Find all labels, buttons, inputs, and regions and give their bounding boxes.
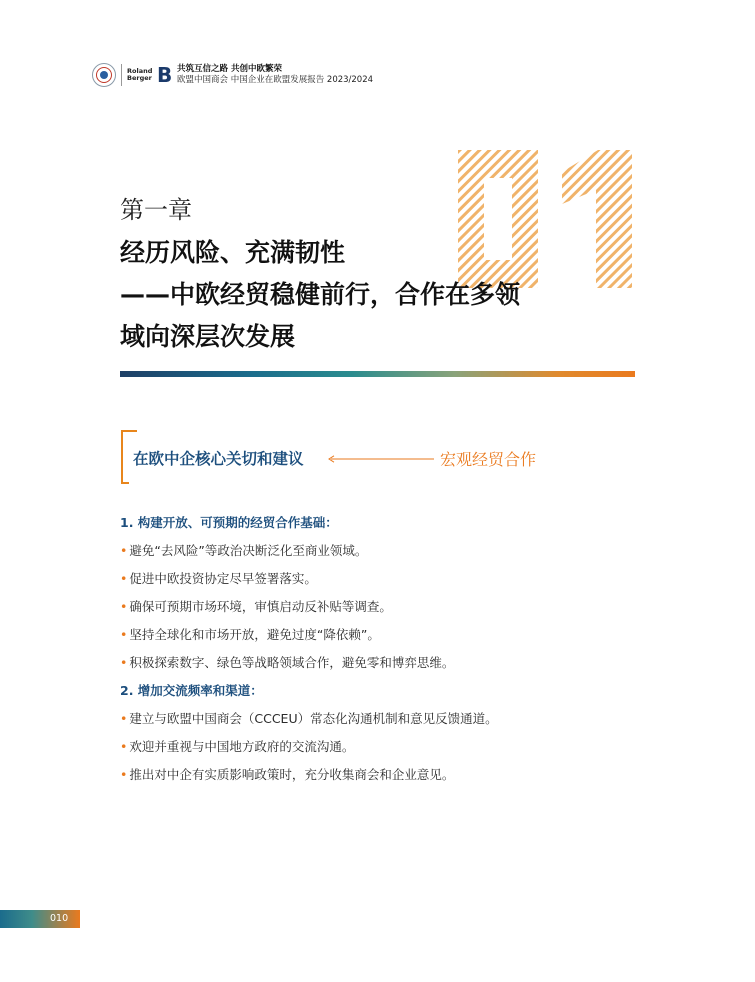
section-tag: 在欧中企核心关切和建议 [133, 450, 304, 468]
partner-logo-icon: B [157, 63, 173, 87]
bullet-dot-icon: • [120, 767, 128, 782]
section-bracket-foot [121, 482, 129, 484]
list-item: • 推出对中企有实质影响政策时，充分收集商会和企业意见。 [120, 767, 455, 782]
chapter-label: 第一章 [120, 196, 192, 224]
list-item: • 避免“去风险”等政治决断泛化至商业领域。 [120, 543, 368, 558]
gradient-divider [120, 371, 635, 377]
chapter-title-line: ——中欧经贸稳健前行，合作在多领 [120, 280, 521, 309]
bullet-dot-icon: • [120, 739, 128, 754]
section-heading: 1. 构建开放、可预期的经贸合作基础： [120, 515, 338, 530]
section-category: 宏观经贸合作 [440, 450, 537, 469]
recommendations [120, 513, 660, 793]
partner-logo-text: Roland Berger [127, 67, 153, 82]
bullet-dot-icon: • [120, 599, 128, 614]
header-divider [121, 64, 122, 86]
arrow-left-icon [328, 455, 434, 463]
list-item: • 确保可预期市场环境，审慎启动反补贴等调查。 [120, 599, 392, 614]
header-slogan: 共筑互信之路 共创中欧繁荣 [177, 64, 282, 74]
section-heading: 2. 增加交流频率和渠道： [120, 683, 263, 698]
chapter-title-line: 经历风险、充满韧性 [120, 238, 346, 267]
list-item: • 欢迎并重视与中国地方政府的交流沟通。 [120, 739, 355, 754]
chapter-title [120, 232, 660, 358]
page-number: 010 [50, 913, 69, 924]
list-item: • 建立与欧盟中国商会（CCCEU）常态化沟通机制和意见反馈通道。 [120, 711, 498, 726]
bullet-dot-icon: • [120, 543, 128, 558]
chapter-title-line: 域向深层次发展 [120, 322, 296, 351]
bullet-dot-icon: • [120, 711, 128, 726]
bullet-dot-icon: • [120, 655, 128, 670]
chamber-seal-icon [92, 63, 116, 87]
bullet-dot-icon: • [120, 571, 128, 586]
header-report-title: 欧盟中国商会 中国企业在欧盟发展报告 2023/2024 [177, 75, 374, 85]
list-item: • 促进中欧投资协定尽早签署落实。 [120, 571, 317, 586]
list-item: • 坚持全球化和市场开放，避免过度“降依赖”。 [120, 627, 380, 642]
report-header [92, 62, 373, 88]
bullet-dot-icon: • [120, 627, 128, 642]
list-item: • 积极探索数字、绿色等战略领域合作，避免零和博弈思维。 [120, 655, 455, 670]
